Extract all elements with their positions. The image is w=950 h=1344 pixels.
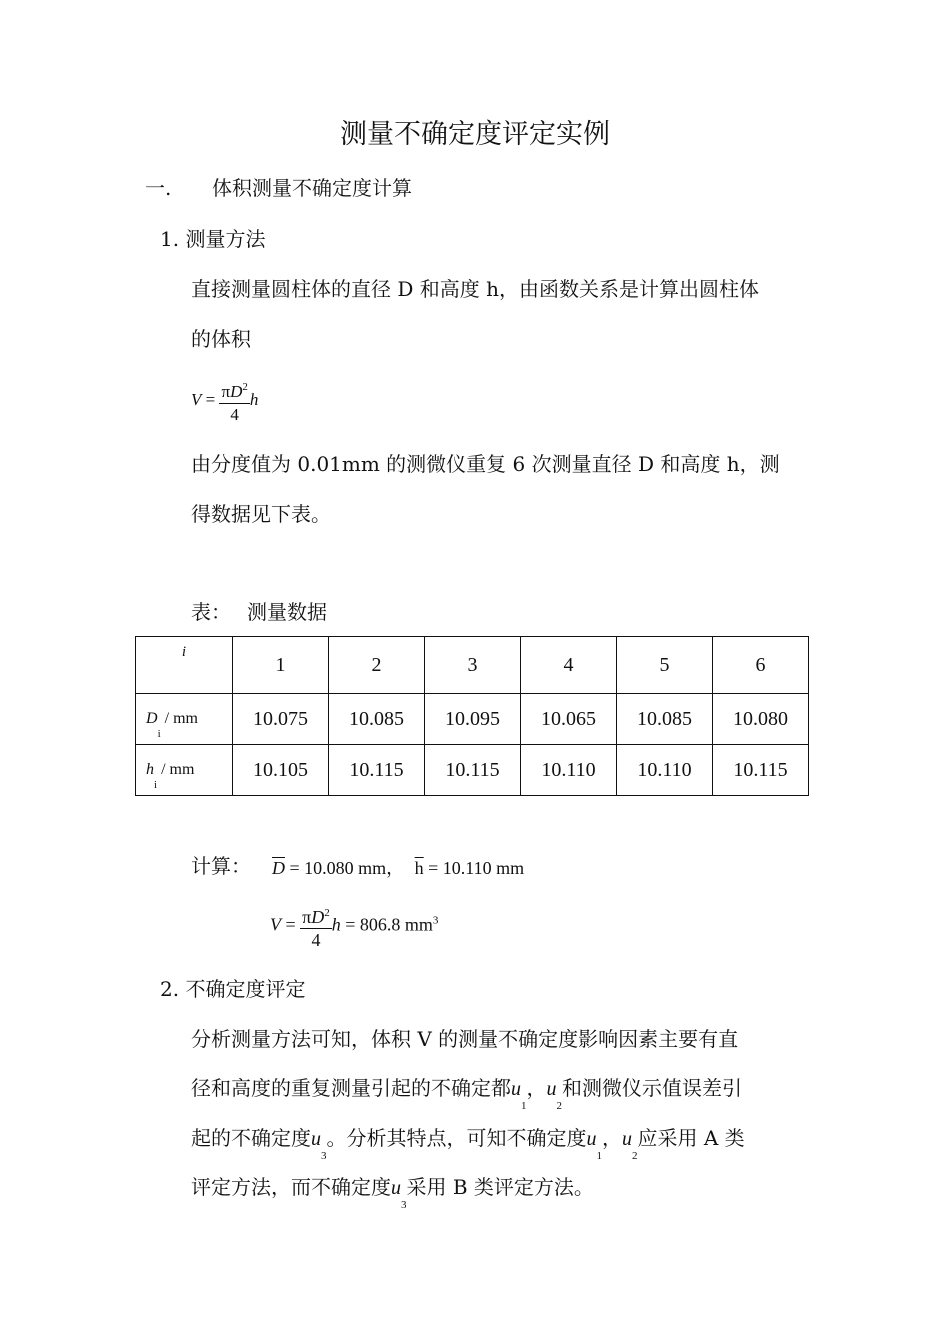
paragraph-line: 径和高度的重复测量引起的不确定都$u_1$，$u_2$和测微仪示值误差引 — [191, 1076, 742, 1112]
table-cell: 10.105 — [233, 745, 329, 796]
table-cell: 10.115 — [425, 745, 521, 796]
table-header-cell: 4 — [521, 637, 617, 694]
paragraph-line: 评定方法，而不确定度$u_3$采用 B 类评定方法。 — [191, 1175, 594, 1211]
section-heading: 体积测量不确定度计算 — [212, 176, 412, 200]
table-cell: 10.110 — [617, 745, 713, 796]
table-header-cell: 3 — [425, 637, 521, 694]
table-header-label: i — [136, 637, 233, 694]
formula-var-h: h — [249, 389, 259, 409]
table-cell: 10.075 — [233, 694, 329, 745]
result-unit-exponent: 3 — [432, 914, 439, 927]
row-label-D: $D_i$ / mm — [136, 694, 233, 745]
paragraph-line: 由分度值为 0.01mm 的测微仪重复 6 次测量直径 D 和高度 h，测 — [191, 452, 780, 476]
page-title: 测量不确定度评定实例 — [340, 119, 610, 150]
table-cell: 10.065 — [521, 694, 617, 745]
formula-pi: π — [221, 382, 231, 401]
mean-values — [272, 854, 524, 880]
table-cell: 10.085 — [617, 694, 713, 745]
formula-fraction — [219, 376, 249, 426]
formula-denominator: 4 — [230, 405, 239, 424]
table-cell: 10.115 — [713, 745, 809, 796]
volume-result — [270, 902, 438, 951]
table-header-cell: 1 — [233, 637, 329, 694]
calc-label: 计算： — [191, 854, 251, 878]
mean-h: $\overline{h}$ — [414, 858, 424, 878]
result-var-V: V — [270, 914, 281, 935]
measurement-table — [135, 636, 809, 796]
table-cell: 10.110 — [521, 745, 617, 796]
formula-equals: = — [205, 389, 216, 409]
paragraph-line: 直接测量圆柱体的直径 D 和高度 h，由函数关系是计算出圆柱体 — [191, 277, 759, 301]
result-equals: = — [285, 914, 296, 935]
paragraph-line: 的体积 — [191, 327, 251, 351]
table-cell: 10.115 — [329, 745, 425, 796]
paragraph-line: 分析测量方法可知，体积 V 的测量不确定度影响因素主要有直 — [191, 1027, 739, 1051]
table-header-cell: 5 — [617, 637, 713, 694]
table-header-row — [136, 637, 809, 694]
row-label-h: $h_i$ / mm — [136, 745, 233, 796]
volume-formula — [191, 376, 258, 426]
result-var-h: h — [331, 914, 341, 935]
paragraph-line: 起的不确定度$u_3$。分析其特点，可知不确定度$u_1$，$u_2$应采用 A 类 — [191, 1126, 745, 1162]
table-cell: 10.080 — [713, 694, 809, 745]
subsection-uncertainty: 2. 不确定度评定 — [160, 977, 306, 1001]
mean-D-value: = 10.080 mm， — [289, 858, 405, 878]
table-cell: 10.095 — [425, 694, 521, 745]
result-value: = 806.8 mm — [345, 914, 433, 935]
mean-D: $\overline{D}$ — [272, 858, 285, 878]
formula-exponent: 2 — [242, 381, 248, 393]
table-caption: 测量数据 — [247, 600, 327, 624]
subsection-measurement-method: 1. 测量方法 — [160, 227, 266, 251]
result-fraction: $\frac{\pi D^2}{4}$ — [300, 902, 332, 951]
table-row — [136, 694, 809, 745]
formula-var-V: V — [191, 389, 202, 409]
table-row — [136, 745, 809, 796]
table-caption-label: 表： — [191, 600, 231, 624]
table-cell: 10.085 — [329, 694, 425, 745]
mean-h-value: = 10.110 mm — [428, 858, 525, 878]
formula-var-D: D — [230, 382, 243, 401]
section-number: 一. — [145, 176, 172, 200]
table-header-cell: 6 — [713, 637, 809, 694]
paragraph-line: 得数据见下表。 — [191, 502, 331, 526]
table-header-cell: 2 — [329, 637, 425, 694]
